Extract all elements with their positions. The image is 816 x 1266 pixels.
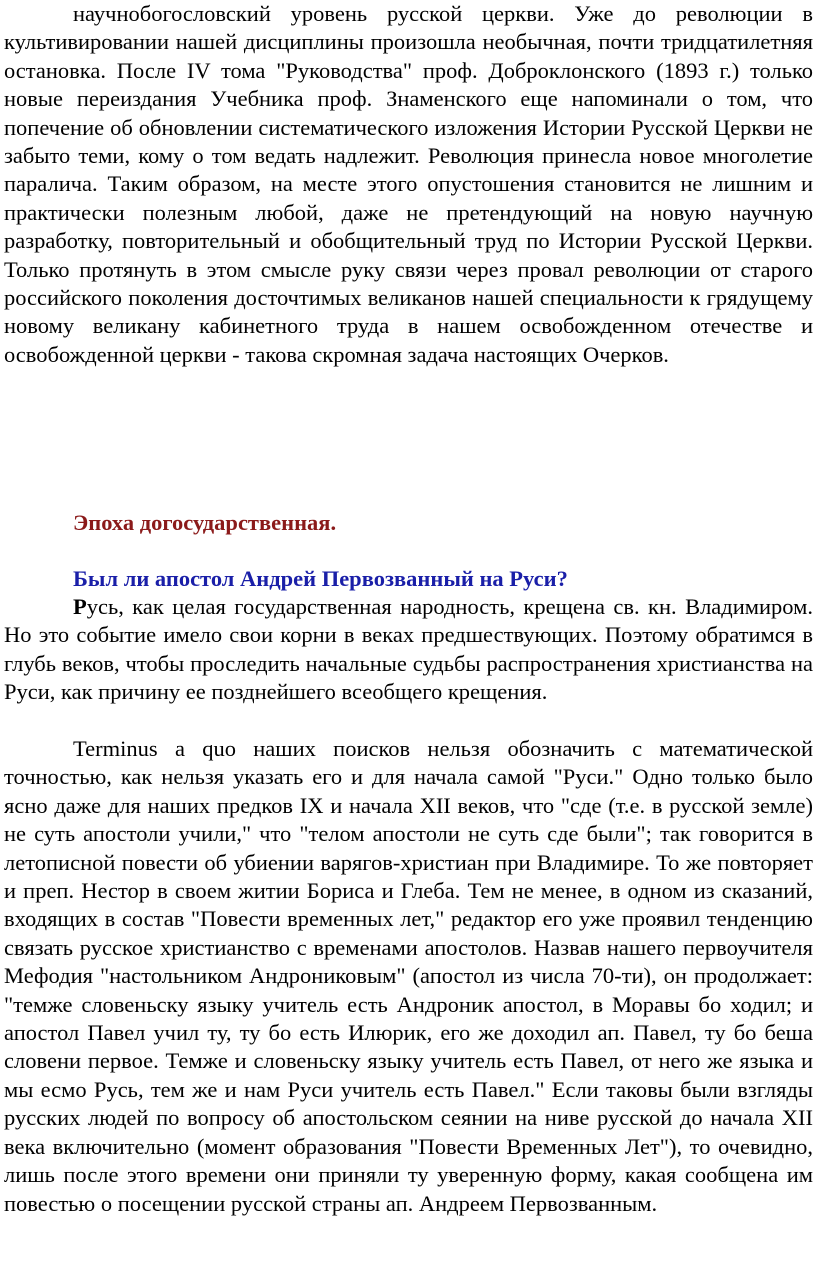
paragraph-2-initial: Р xyxy=(73,594,87,619)
paragraph-2 xyxy=(4,593,813,707)
intro-paragraph-block xyxy=(4,0,813,369)
paragraph-2-text: усь, как целая государственная народность, крещена св. кн. Владимиром. Но это событие имело свои корни в веках предшествующих. Поэтому обратимся в глубь веков, чтобы проследить начальные судьбы распространения христианства на Руси, как причину ее позднейшего всеобщего крещения. xyxy=(4,594,813,705)
paragraph-2-block xyxy=(4,593,813,707)
paragraph-3: Terminus a quo наших поисков нельзя обозначить с математической точностью, как нельзя указать его и для начала самой "Руси." Одно только было ясно даже для наших предков IX и начала XII веков, что "сде (т.е. в русской земле) не суть апостоли учили," что "телом апостоли не суть сде были"; так говорится в летописной повести об убиении варягов-христиан при Владимире. То же повторяет и преп. Нестор в своем житии Бориса и Глеба. Тем не менее, в одном из сказаний, входящих в состав "Повести временных лет," редактор его уже проявил тенденцию связать русское христианство с временами апостолов. Назвав нашего первоучителя Мефодия "настольником Андрониковым" (апостол из числа 70-ти), он продолжает: "темже словеньску языку учитель есть Андроник апостол, в Моравы бо ходил; и апостол Павел учил ту, ту бо есть Илюрик, его же доходил ап. Павел, ту бо беша словени первое. Темже и словеньску языку учитель есть Павел, от него же языка и мы есмо Русь, тем же и нам Руси учитель есть Павел." Если таковы были взгляды русских людей по вопросу об апостольском сеянии на ниве русской до начала XII века включительно (момент образования "Повести Временных Лет"), то очевидно, лишь после этого времени они приняли ту уверенную форму, какая сообщена им повестью о посещении русской страны ап. Андреем Первозванным. xyxy=(4,736,813,1216)
subsection-heading: Был ли апостол Андрей Первозванный на Руси? xyxy=(73,566,568,591)
paragraph-3-block xyxy=(4,735,813,1218)
intro-paragraph: научнобогословский уровень русской церкви. Уже до революции в культивировании нашей дисциплины произошла необычная, почти тридцатилетняя остановка. После IV тома "Руководства" проф. Доброклонского (1893 г.) только новые переиздания Учебника проф. Знаменского еще напоминали о том, что попечение об обновлении систематического изложения Истории Русской Церкви не забыто теми, кому о том ведать надлежит. Революция принесла новое многолетие паралича. Таким образом, на месте этого опустошения становится не лишним и практически полезным любой, даже не претендующий на новую научную разработку, повторительный и обобщительный труд по Истории Русской Церкви. Только протянуть в этом смысле руку связи через провал революции от старого российского поколения досточтимых великанов нашей специальности к грядущему новому великану кабинетного труда в нашем освобожденном отечестве и освобожденной церкви - такова скромная задача настоящих Очерков. xyxy=(4,1,813,367)
section-heading: Эпоха догосударственная. xyxy=(73,510,337,535)
